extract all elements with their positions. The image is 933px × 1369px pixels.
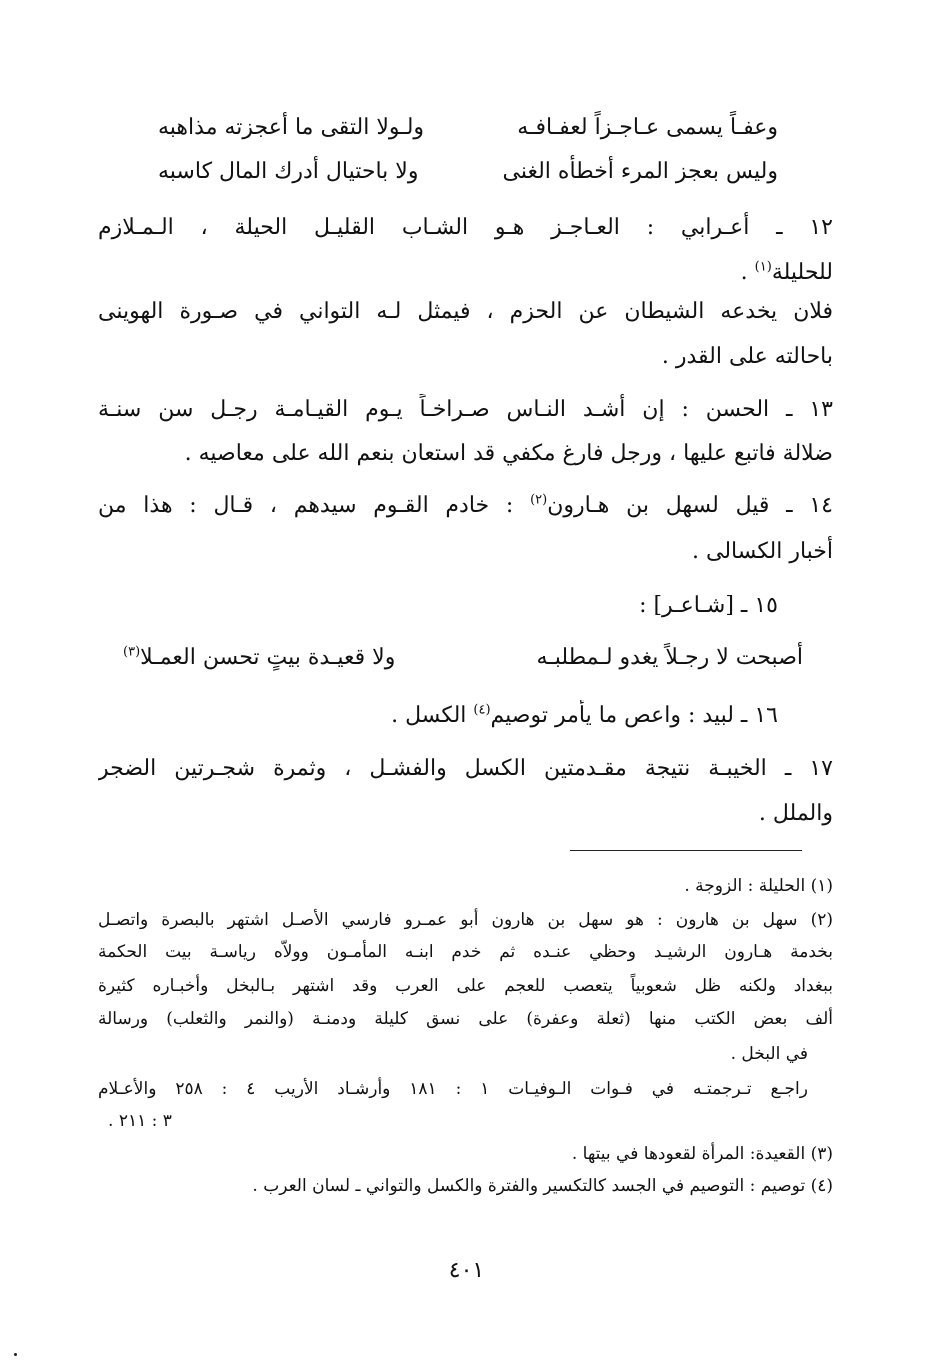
paragraph-line-2: باحالته على القدر .: [661, 344, 833, 369]
verse-hemistich-first: وعفـاً يسمى عـاجـزاً لعفـافـه: [517, 115, 778, 140]
footnote-4: (٤) توصيم : التوصيم في الجسد كالتكسير والفترة والكسل والتواني ـ لسان العرب .: [252, 1176, 833, 1196]
footnote-2-line-3: ببغداد ولكنه ظل شعوبياً يتعصب للعجم على العرب وقد اشتهر بـالبخل وأخبـاره كثيرة: [98, 976, 833, 996]
verse-line: [158, 112, 778, 144]
entry-15-heading: ١٥ ـ [شـاعـر] :: [639, 593, 778, 618]
entry-17-line-2: والملل .: [758, 801, 833, 826]
entry-12-line-2: [98, 257, 833, 289]
scan-speck: [14, 1353, 17, 1356]
verse-hemistich-second-text: ولا قعيـدة بيتٍ تحسن العمـلا: [140, 645, 396, 670]
footnote-1: (١) الحليلة : الزوجة .: [684, 876, 833, 896]
footnote-2-line-5: في البخل .: [730, 1044, 808, 1064]
entry-16: [98, 700, 778, 732]
entry-14-text-a: ١٤ ـ قيل لسهل بن هـارون: [547, 493, 833, 518]
footnote-ref-4: (٤): [473, 702, 491, 718]
footnote-ref-2: (٢): [530, 492, 548, 508]
entry-13-line-1: ١٣ ـ الحسن : إن أشـد النـاس صـراخـاً يـوم القيـامـة رجـل سن سنـة: [98, 397, 833, 422]
entry-12-end: .: [740, 260, 755, 285]
entry-12-text: للحليلة: [771, 260, 833, 285]
entry-16-text-b: الكسل .: [391, 703, 474, 728]
verse-hemistich-first: أصبحت لا رجـلاً يغدو لـمطلبـه: [536, 645, 803, 670]
entry-14-text-b: : خادم القـوم سيدهم ، قـال : هذا من: [98, 493, 531, 518]
footnote-2-line-4: ألف بعض الكتب منها (ثعلة وعفرة) على نسق كليلة ودمنـة (والنمر والثعلب) ورسالة: [98, 1009, 833, 1029]
entry-17-line-1: ١٧ ـ الخيبـة نتيجة مقـدمتين الكسل والفشـل ، وثمرة شجـرتين الضجر: [98, 756, 833, 781]
page-number: ٤٠١: [448, 1258, 485, 1283]
footnote-2-line-1: (٢) سهل بن هارون : هو سهل بن هارون أبو عمـرو فارسي الأصـل اشتهر بالبصرة واتصـل: [98, 910, 833, 930]
verse-hemistich-second: ولـولا التقى ما أعجزته مذاهبه: [158, 115, 425, 140]
entry-12-line-1: ١٢ ـ أعـرابي : العـاجـز هـو الشـاب القليـل الحيلة ، الـمـلازم: [98, 215, 833, 240]
paragraph-line-1: فلان يخدعه الشيطان عن الحزم ، فيمثل لـه التواني في صـورة الهوينى: [98, 299, 833, 324]
verse-hemistich-second: ولا باحتيال أدرك المال كاسبه: [158, 159, 419, 184]
footnote-2-line-2: بخدمة هـارون الرشيـد وحظي عنـده ثم خدم ابنـه المأمـون وولاّه رياسـة بيت الحكمة: [98, 942, 833, 962]
verse-line: [158, 156, 778, 188]
footnote-ref-1: (١): [754, 259, 772, 275]
footnote-separator: [570, 850, 802, 851]
footnote-2-line-7: ٣ : ٢١١ .: [108, 1111, 172, 1131]
entry-13-line-2: ضلالة فاتبع عليها ، ورجل فارغ مكفي قد استعان بنعم الله على معاصيه .: [184, 441, 833, 466]
entry-14-line-2: أخبار الكسالى .: [692, 539, 833, 564]
verse-hemistich-first: وليس بعجز المرء أخطأه الغنى: [502, 159, 778, 184]
footnote-2-line-6: راجـع تـرجمتـه في فـوات الـوفيـات ١ : ١٨١ وأرشـاد الأريب ٤ : ٢٥٨ والأعـلام: [98, 1079, 808, 1099]
entry-14-line-1: [98, 490, 833, 522]
verse-hemistich-second: [123, 642, 395, 674]
verse-line: [123, 642, 803, 674]
footnote-ref-3: (٣): [123, 644, 141, 660]
entry-16-text-a: ١٦ ـ لبيد : واعص ما يأمر توصيم: [490, 703, 778, 728]
footnote-3: (٣) القعيدة: المرأة لقعودها في بيتها .: [571, 1144, 833, 1164]
